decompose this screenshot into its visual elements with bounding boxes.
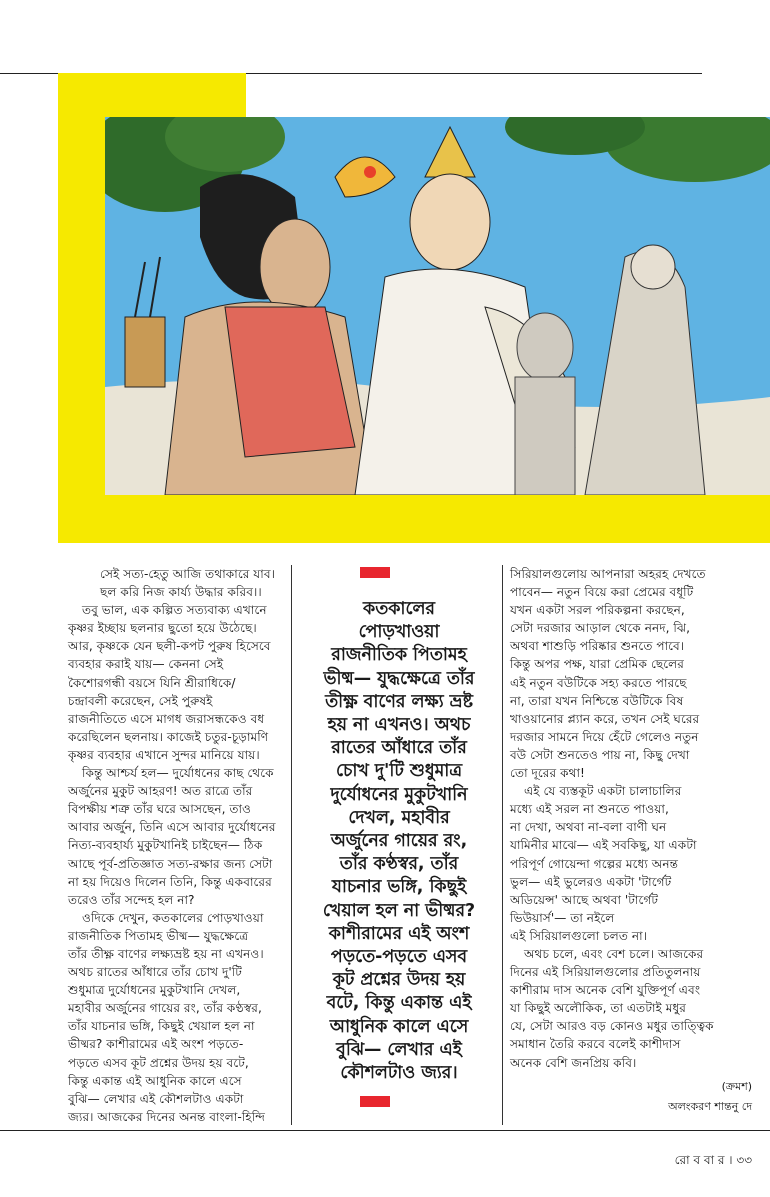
text-line: কিন্তু অপর পক্ষ, যারা প্রেমিক ছেলের (510, 657, 684, 672)
text-line: যে, সেটা আরও বড় কোনও মধুর তাত্ত্বিক (510, 1019, 714, 1034)
quote-line: আধুনিক কালে এসে (329, 1016, 469, 1037)
yellow-frame-bottom (58, 495, 770, 543)
text-line: পাবেন— নতুন বিয়ে করা প্রেমের বধূটি (510, 585, 694, 600)
quote-line: পড়তে-পড়তে এসব (330, 947, 468, 968)
quote-line: ভীষ্ম— যুদ্ধক্ষেত্রে তাঁর (323, 668, 475, 689)
text-line: দরজার সামনে দিয়ে হেঁটে গেলেও নতুন (510, 729, 699, 744)
text-line: অর্জুনের মুকুট আহরণ! অত রাত্রে তাঁর (68, 784, 253, 799)
bottom-rule (0, 1130, 770, 1131)
text-line: কৈশোরগন্ধী বয়সে যিনি শ্রীরাধিকে/ (68, 675, 236, 690)
text-line: না হয় দিয়েও দিলেন তিনি, কিন্তু একবারের (68, 874, 272, 889)
text-line: ভীষ্মর? কাশীরামের এই অংশ পড়তে- (68, 1037, 244, 1052)
text-line: ব্যবহার করাই যায়— কেননা সেই (68, 657, 224, 672)
text-line: সেটা দরজার আড়াল থেকে ননদ, ঝি, (510, 621, 690, 636)
text-line: এই সিরিয়ালগুলো চলত না। (510, 928, 648, 943)
text-line: খাওয়ানোর প্ল্যান করে, তখন সেই ঘরের (510, 711, 700, 726)
quote-line: রাজনীতিক পিতামহ (331, 645, 467, 666)
text-line: জ্যর। আজকের দিনের অনন্ত বাংলা-হিন্দি (68, 1109, 265, 1124)
yellow-frame-left (58, 73, 105, 543)
text-line: তো দূরের কথা! (510, 766, 585, 781)
text-line: দিনের এই সিরিয়ালগুলোর প্রতিতুলনায় (510, 965, 701, 980)
text-line: সিরিয়ালগুলোয় আপনারা অহরহ দেখতে (510, 567, 706, 581)
pull-quote (308, 598, 490, 1085)
text-line: না দেখা, অথবা না-বলা বাণী ঘন (510, 820, 667, 835)
text-line: তাঁর তীক্ষ্ণ বাণের লক্ষ্যভ্রষ্ট হয় না এখনও। (68, 946, 264, 961)
text-line: তরেও তাঁর সন্দেহ হল না? (68, 892, 195, 907)
text-line: ভিউয়ার্স'— তা নইলে (510, 910, 615, 925)
page-footer: রো ব বা র । ৩৩ (674, 1153, 752, 1167)
text-line: অথচ রাতের আঁধারে তাঁর চোখ দু'টি (68, 965, 242, 980)
text-line: রাজনীতিতে এসে মাগধ জরাসন্ধকেও বধ (68, 711, 265, 726)
quote-line: বুঝি— লেখার এই (336, 1039, 462, 1060)
text-line: মহাবীর অর্জুনের গায়ের রং, তাঁর কণ্ঠস্বর, (68, 1001, 262, 1016)
text-line: অডিয়েন্স' আছে অথবা 'টার্গেট (510, 892, 658, 907)
text-line: মধ্যে এই সরল না শুনতে পাওয়া, (510, 802, 669, 817)
text-line: পড়তে এসব কূট প্রশ্নের উদয় হয় বটে, (68, 1055, 249, 1070)
right-column (510, 565, 760, 1072)
quote-line: কৌশলটাও জ্যর। (340, 1063, 458, 1084)
text-line: বিপক্ষীয় শত্রু তাঁর ঘরে আসছেন, তাও (68, 802, 252, 817)
text-line: এই যে ব্যস্তকূট একটা চালাচালির (524, 784, 682, 799)
quote-line: দুর্যোধনের মুকুটখানি (330, 784, 468, 805)
quote-line: দেখল, মহাবীর (348, 807, 450, 828)
text-line: অথবা শাশুড়ি পরিষ্কার শুনতে পাবে। (510, 639, 685, 654)
text-line: কৃষ্ণর ইচ্ছায় ছলনার ছুতো হয়ে উঠেছে। (68, 621, 257, 636)
text-line: তাঁর যাচনার ভঙ্গি, কিছুই খেয়াল হল না (68, 1019, 255, 1034)
text-line: আছে পূর্ব-প্রতিজ্ঞাত সত্য-রক্ষার জন্য সেটা (68, 856, 273, 871)
column-divider-left (291, 565, 292, 1125)
text-line: চন্দ্রাবলী করেছেন, সেই পুরুষই (68, 693, 213, 708)
quote-line: খেয়াল হল না ভীষ্মর? (322, 900, 476, 921)
quote-line: কতকালের (363, 599, 435, 619)
text-line: অনেক বেশি জনপ্রিয় কবি। (510, 1055, 637, 1070)
text-line: যখন একটা সরল পরিকল্পনা করছেন, (510, 603, 685, 618)
text-line: কৃষ্ণর ব্যবহার এখানে সুন্দর মানিয়ে যায়। (68, 747, 260, 762)
quote-line: কাশীরামের এই অংশ (328, 923, 470, 944)
text-line: শুধুমাত্র দুর্যোধনের মুকুটখানি দেখল, (68, 983, 241, 998)
quote-line: অর্জুনের গায়ের রং, (330, 831, 468, 852)
quote-line: তাঁর কণ্ঠস্বর, তাঁর (339, 854, 459, 875)
text-line: যা কিছুই অলৌকিক, তা এতটাই মধুর (510, 1001, 687, 1016)
quote-line: বটে, কিন্তু একান্ত এই (326, 993, 472, 1014)
quote-line: কূট প্রশ্নের উদয় হয় (332, 970, 466, 991)
text-line: আর, কৃষ্ণকে যেন ছলী-কপট পুরুষ হিসেবে (68, 639, 271, 654)
text-line: করেছিলেন ছলনায়। কাজেই চতুর-চূড়ামণি (68, 729, 269, 744)
text-line: পরিপূর্ণ গোয়েন্দা গল্পের মধ্যে অনন্ত (510, 856, 679, 871)
text-line: বউ সেটা শুনতেও পায় না, কিছু দেখা (510, 747, 690, 762)
quote-line: হয় না এখনও। অথচ (327, 715, 471, 736)
text-line: ভুল— এই ভুলেরও একটা 'টার্গেট (510, 874, 672, 889)
text-line: তবু ভাল, এক কল্পিত সত্যবাক্য এখানে (82, 603, 267, 618)
text-line: অথচ চলে, এবং বেশ চলে। আজকের (524, 946, 704, 961)
text-line: এই নতুন বউটিকে সহ্য করতে পারছে (510, 675, 687, 690)
quote-bar-top (360, 567, 390, 578)
left-column (68, 565, 282, 1126)
text-line: ওদিকে দেখুন, কতকালের পোড়খাওয়া (82, 910, 264, 925)
quote-line: যাচনার ভঙ্গি, কিছুই (331, 877, 467, 898)
verse-line-2: ছল করি নিজ কার্য্য উদ্ধার করিব।। (100, 585, 262, 600)
verse-line-1: সেই সত্য-হেতু আজি তথাকারে যাব। (100, 567, 275, 581)
quote-line: চোখ দু'টি শুধুমাত্র (335, 761, 463, 782)
quote-line: পোড়খাওয়া (358, 622, 440, 643)
text-line: সমাধান তৈরি করবে বলেই কাশীদাস (510, 1037, 681, 1052)
text-line: আবার অর্জুন, তিনি এসে আবার দুর্যোধনের (68, 820, 276, 835)
quote-line: তীক্ষ্ণ বাণের লক্ষ্য ভ্রষ্ট (325, 691, 473, 712)
text-line: বুঝি— লেখার এই কৌশলটাও একটা (68, 1091, 244, 1106)
text-line: কাশীরাম দাস অনেক বেশি যুক্তিপূর্ণ এবং (510, 983, 701, 998)
continued-marker: (ক্রমশ) (721, 1080, 752, 1093)
text-line: যামিনীর মাঝে— এই সবকিছু, যা একটা (510, 838, 697, 853)
mahabharata-illustration (105, 117, 770, 495)
text-line: রাজনীতিক পিতামহ ভীষ্ম— যুদ্ধক্ষেত্রে (68, 928, 249, 943)
text-line: কিন্তু আশ্চর্য হল— দুর্যোধনের কাছ থেকে (82, 766, 274, 781)
illustrator-credit: অলংকরণ শান্তনু দে (668, 1100, 752, 1113)
quote-line: রাতের আঁধারে তাঁর (331, 738, 467, 759)
quote-bar-bottom (360, 1096, 390, 1107)
text-line: নিত্য-ব্যবহার্য্য মুকুটখানিই চাইছেন— ঠিক (68, 838, 263, 853)
text-line: কিন্তু একান্ত এই আধুনিক কালে এসে (68, 1073, 242, 1088)
column-divider-right (502, 565, 503, 1125)
text-line: না, তারা যখন নিশ্চিন্তে বউটিকে বিষ (510, 693, 684, 708)
